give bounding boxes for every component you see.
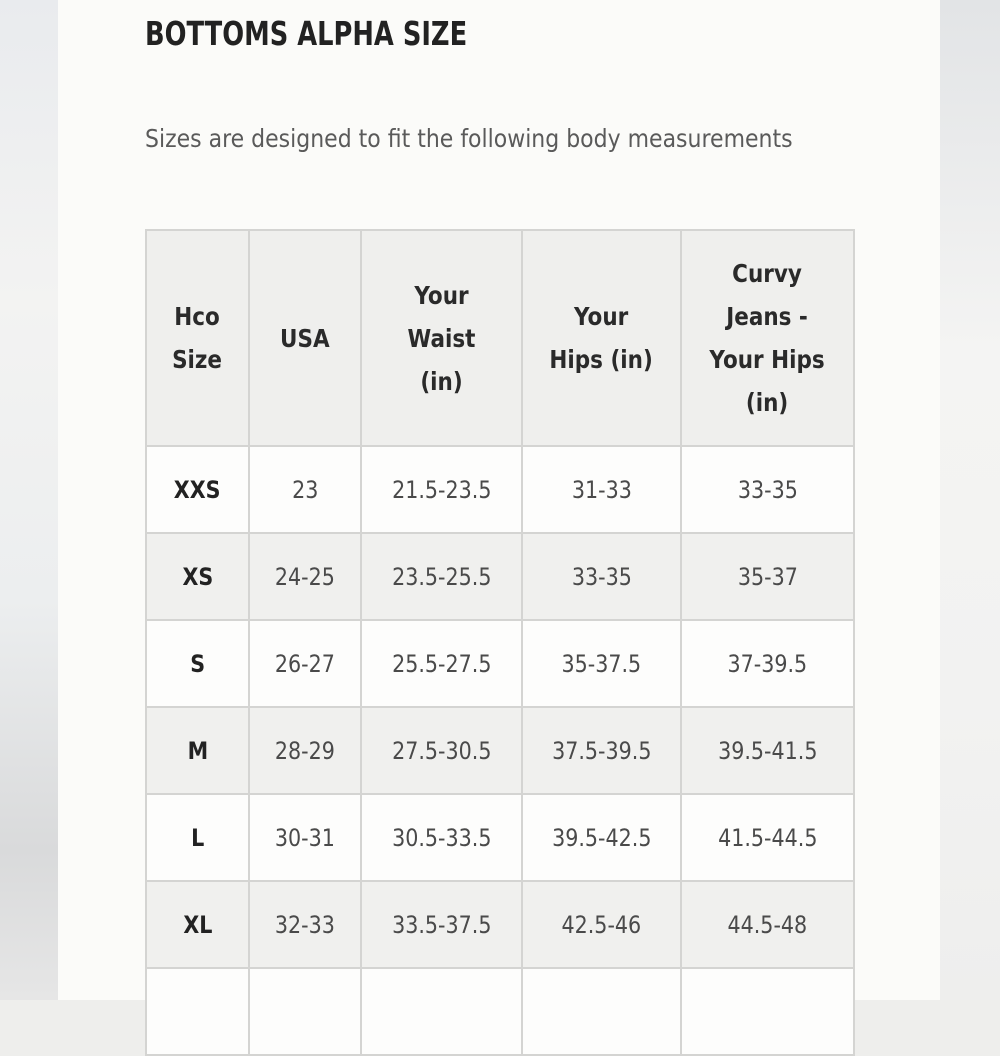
hips-cell: 33-35 — [522, 533, 681, 620]
usa-cell — [249, 968, 361, 1055]
hips-cell: 39.5-42.5 — [522, 794, 681, 881]
header-your-hips: Your Hips (in) — [522, 230, 681, 446]
usa-cell: 28-29 — [249, 707, 361, 794]
page-subtitle: Sizes are designed to fit the following body measurements — [145, 124, 793, 153]
hips-cell: 37.5-39.5 — [522, 707, 681, 794]
curvy-hips-cell: 37-39.5 — [681, 620, 854, 707]
background-left — [0, 0, 58, 1000]
header-usa: USA — [249, 230, 361, 446]
header-your-waist: Your Waist (in) — [361, 230, 522, 446]
curvy-hips-cell: 44.5-48 — [681, 881, 854, 968]
size-cell — [146, 968, 249, 1055]
table-row — [146, 446, 854, 533]
header-hco-size: Hco Size — [146, 230, 249, 446]
curvy-hips-cell: 35-37 — [681, 533, 854, 620]
hips-cell: 35-37.5 — [522, 620, 681, 707]
size-cell: XS — [146, 533, 249, 620]
table-row — [146, 707, 854, 794]
waist-cell: 33.5-37.5 — [361, 881, 522, 968]
hips-cell: 31-33 — [522, 446, 681, 533]
waist-cell: 21.5-23.5 — [361, 446, 522, 533]
hips-cell — [522, 968, 681, 1055]
waist-cell: 30.5-33.5 — [361, 794, 522, 881]
hips-cell: 42.5-46 — [522, 881, 681, 968]
curvy-hips-cell: 41.5-44.5 — [681, 794, 854, 881]
usa-cell: 23 — [249, 446, 361, 533]
size-cell: XL — [146, 881, 249, 968]
waist-cell — [361, 968, 522, 1055]
waist-cell: 27.5-30.5 — [361, 707, 522, 794]
usa-cell: 26-27 — [249, 620, 361, 707]
size-cell: XXS — [146, 446, 249, 533]
size-cell: S — [146, 620, 249, 707]
table-row — [146, 620, 854, 707]
size-chart-table — [145, 229, 855, 1056]
background-right — [940, 0, 1000, 1000]
size-chart-card — [58, 0, 940, 1000]
waist-cell: 25.5-27.5 — [361, 620, 522, 707]
table-row — [146, 794, 854, 881]
usa-cell: 24-25 — [249, 533, 361, 620]
page-title: BOTTOMS ALPHA SIZE — [145, 14, 468, 53]
curvy-hips-cell — [681, 968, 854, 1055]
table-row — [146, 533, 854, 620]
size-cell: L — [146, 794, 249, 881]
table-header-row — [146, 230, 854, 446]
table-row — [146, 968, 854, 1055]
table-row — [146, 881, 854, 968]
usa-cell: 30-31 — [249, 794, 361, 881]
size-cell: M — [146, 707, 249, 794]
usa-cell: 32-33 — [249, 881, 361, 968]
header-curvy-jeans-hips: Curvy Jeans - Your Hips (in) — [681, 230, 854, 446]
curvy-hips-cell: 33-35 — [681, 446, 854, 533]
waist-cell: 23.5-25.5 — [361, 533, 522, 620]
curvy-hips-cell: 39.5-41.5 — [681, 707, 854, 794]
